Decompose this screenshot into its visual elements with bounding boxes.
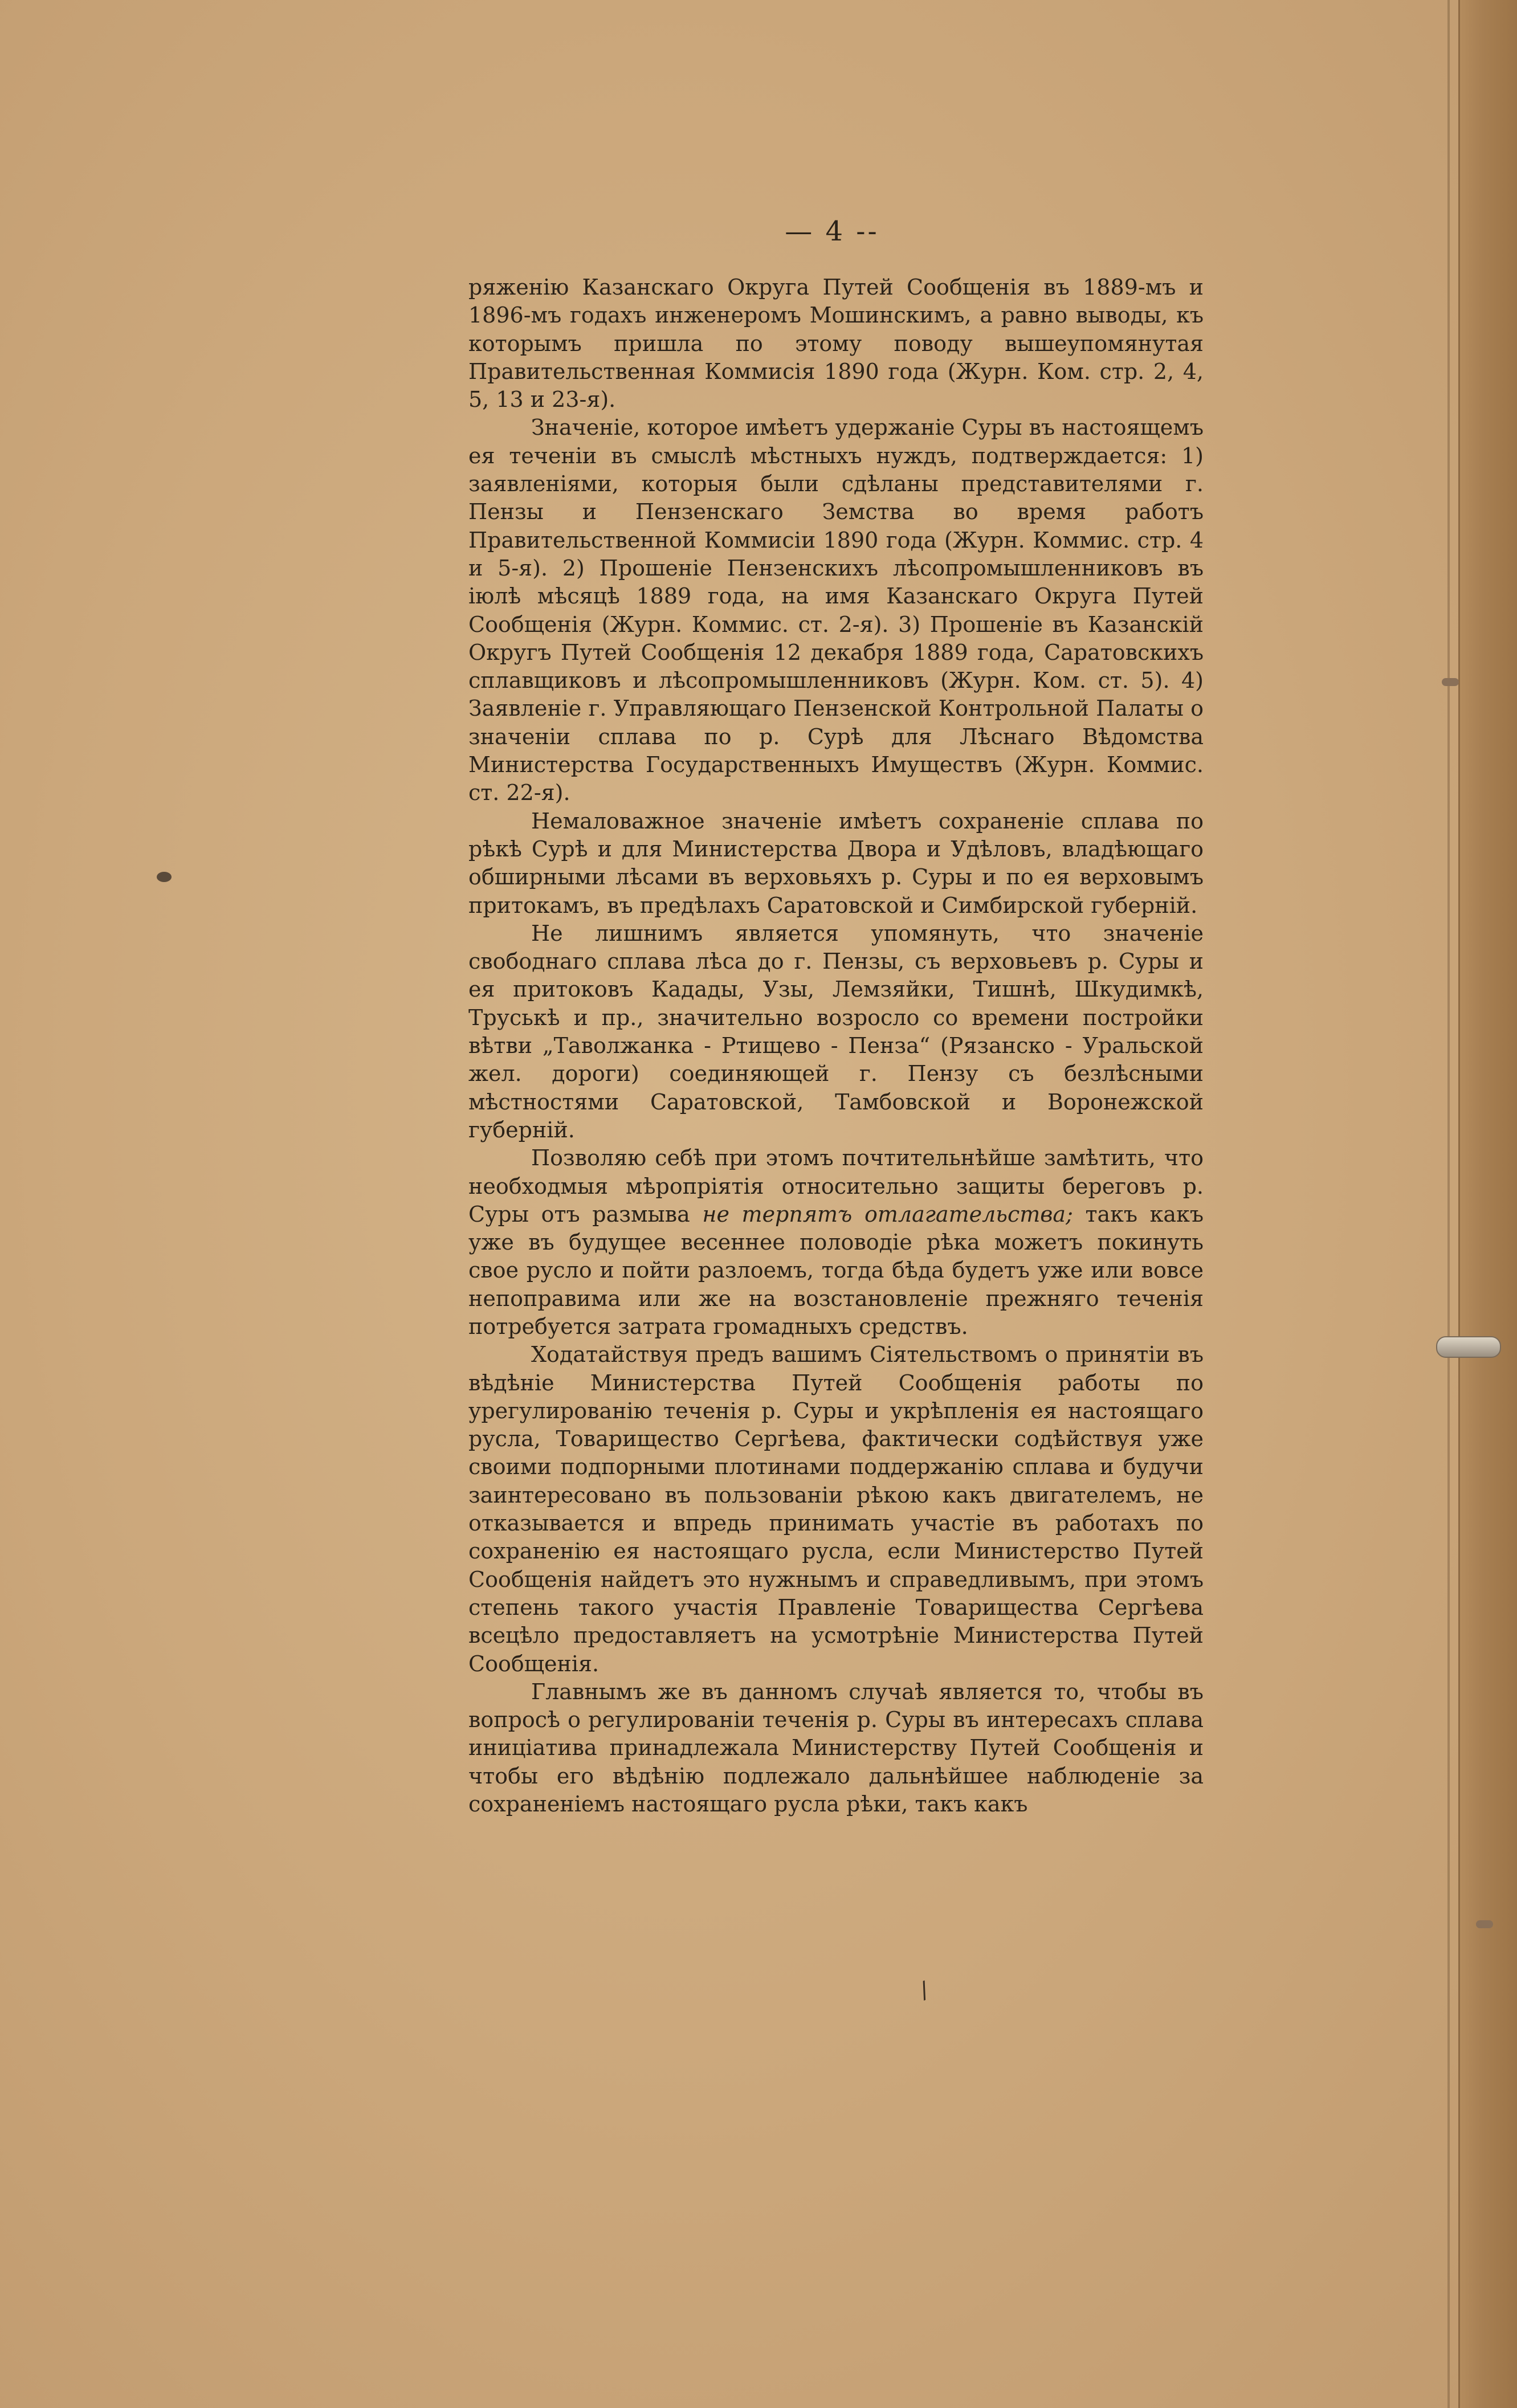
binding-hole-icon	[1476, 1920, 1493, 1928]
paragraph: ряженію Казанскаго Округа Путей Сообщенія въ 1889-мъ и 1896-мъ годахъ инженеромъ Мошинскимъ, а равно выводы, къ которымъ пришла по этому поводу вышеупомянутая Правительственная Коммисія 1890 года (Журн. Ком. стр. 2, 4, 5, 13 и 23-я).	[468, 275, 1204, 413]
paragraph: Главнымъ же въ данномъ случаѣ является то, чтобы въ вопросѣ о регулированіи теченія р. Суры въ интересахъ сплава иниціатива принадлежала Министерству Путей Сообщенія и чтобы его вѣдѣнію подлежало дальнѣйшее наблюденіе за сохраненіемъ настоящаго русла рѣки, такъ какъ	[468, 1679, 1204, 1817]
paragraph: Немаловажное значеніе имѣетъ сохраненіе сплава по рѣкѣ Сурѣ и для Министерства Двора и Удѣловъ, владѣющаго обширными лѣсами въ верховьяхъ р. Суры и по ея верховымъ притокамъ, въ предѣлахъ Саратовской и Симбирской губерній.	[468, 808, 1204, 918]
page-number: — 4 --	[785, 215, 879, 247]
paragraph: Значеніе, которое имѣетъ удержаніе Суры въ настоящемъ ея теченіи въ смыслѣ мѣстныхъ нуждъ, подтверждается: 1) заявленіями, которыя были сдѣланы представителями г. Пензы и Пензенскаго Земства во время работъ Правительственной Коммисіи 1890 года (Журн. Коммис. стр. 4 и 5-я). 2) Прошеніе Пензенскихъ лѣсопромышленниковъ въ іюлѣ мѣсяцѣ 1889 года, на имя Казанскаго Округа Путей Сообщенія (Журн. Коммис. ст. 2-я). 3) Прошеніе въ Казанскій Округъ Путей Сообщенія 12 декабря 1889 года, Саратовскихъ сплавщиковъ и лѣсопромышленниковъ (Журн. Ком. ст. 5). 4) Заявленіе г. Управляющаго Пензенской Контрольной Палаты о значеніи сплава по р. Сурѣ для Лѣснаго Вѣдомства Министерства Государственныхъ Имуществъ (Журн. Коммис. ст. 22-я).	[468, 415, 1204, 806]
ink-stain	[157, 872, 172, 882]
binding-ring-icon	[1436, 1336, 1501, 1358]
page-binding-edge	[1458, 0, 1517, 2408]
paragraph	[468, 1144, 1204, 1341]
paragraph-text: Позволяю себѣ при этомъ почтительнѣйше замѣтить, что необходмыя мѣропріятія относительно защиты береговъ р. Суры отъ размыва	[468, 1145, 1204, 1227]
paragraph: Ходатайствуя предъ вашимъ Сіятельствомъ о принятіи въ вѣдѣніе Министерства Путей Сообщенія работы по урегулированію теченія р. Суры и укрѣпленія ея настоящаго русла, Товарищество Сергѣева, фактически содѣйствуя уже своими подпорными плотинами поддержанію сплава и будучи заинтересовано въ пользованіи рѣкою какъ двигателемъ, не отказывается и впредь принимать участіе въ работахъ по сохраненію ея настоящаго русла, если Министерство Путей Сообщенія найдетъ это нужнымъ и справедливымъ, при этомъ степень такого участія Правленіе Товарищества Сергѣева всецѣло предоставляетъ на усмотрѣніе Министерства Путей Сообщенія.	[468, 1342, 1204, 1676]
paragraph-text: такъ какъ уже въ будущее весеннее половодіе рѣка можетъ покинуть свое русло и пойти разлоемъ, тогда бѣда будетъ уже или вовсе непоправима или же на возстановленіе прежняго теченія потребуется затрата громадныхъ средствъ.	[468, 1201, 1204, 1339]
binding-hole-icon	[1442, 678, 1459, 686]
paragraph: Не лишнимъ является упомянуть, что значеніе свободнаго сплава лѣса до г. Пензы, съ верховьевъ р. Суры и ея притоковъ Кадады, Узы, Лемзяйки, Тишнѣ, Шкудимкѣ, Труськѣ и пр., значительно возросло со времени постройки вѣтви „Таволжанка - Ртищево - Пенза“ (Рязанско - Уральской жел. дороги) соединяющей г. Пензу съ безлѣсными мѣстностями Саратовской, Тамбовской и Воронежской губерній.	[468, 920, 1204, 1142]
body-text	[468, 274, 1204, 1818]
pencil-mark: /	[916, 1977, 932, 2004]
fold-line	[1447, 0, 1450, 2408]
emphasized-text: не терпятъ отлагательства;	[702, 1201, 1073, 1227]
